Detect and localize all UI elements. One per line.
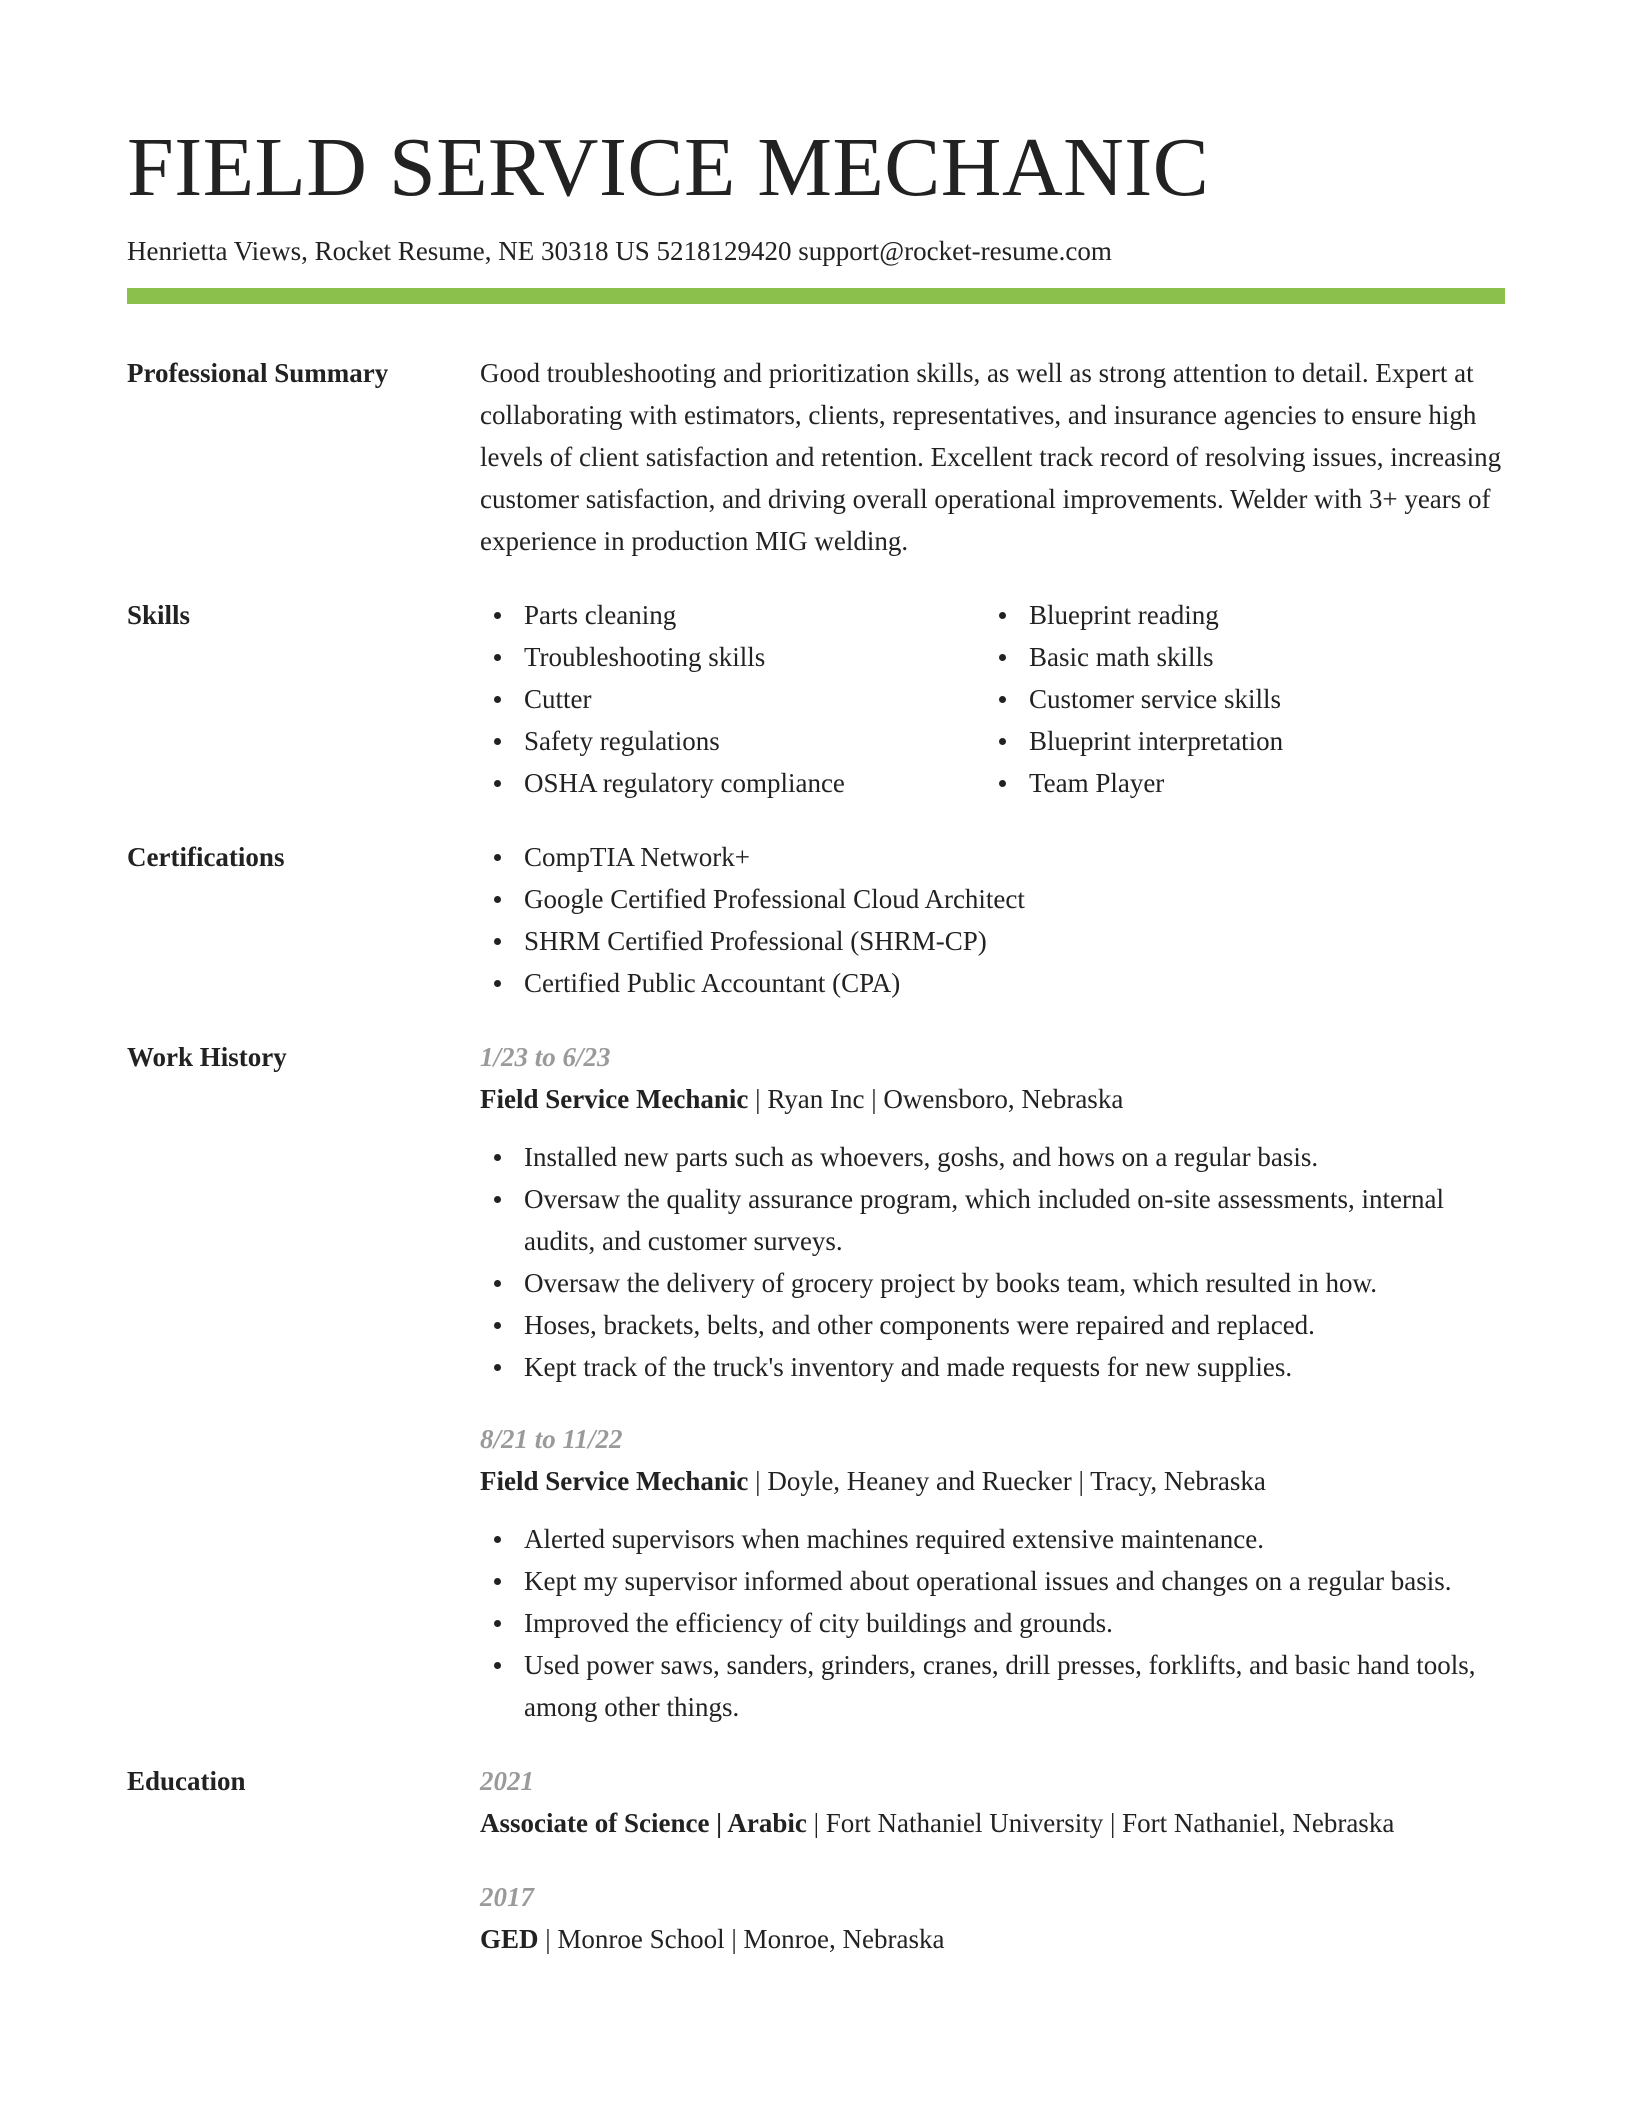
job-heading [480,1460,1505,1502]
education-entry [480,1876,1505,1960]
job-bullet: Hoses, brackets, belts, and other components were repaired and replaced. [480,1304,1505,1346]
job-heading [480,1078,1505,1120]
skills-list-left [480,594,985,804]
education-heading [480,1802,1505,1844]
job-dates: 8/21 to 11/22 [480,1424,623,1454]
certification-item: Google Certified Professional Cloud Architect [480,878,1505,920]
job-bullets [480,1136,1505,1388]
skills-label: Skills [127,600,191,630]
education-year: 2021 [480,1766,534,1796]
contact-line: Henrietta Views, Rocket Resume, NE 30318 US 5218129420 support@rocket-resume.com [127,236,1112,266]
education-year: 2017 [480,1882,534,1912]
education-details: | Monroe School | Monroe, Nebraska [538,1924,945,1954]
job-title: Field Service Mechanic [480,1084,749,1114]
skill-item: Parts cleaning [480,594,985,636]
certifications-body [480,836,1505,1004]
job-bullet: Used power saws, sanders, grinders, cranes, drill presses, forklifts, and basic hand tools, among other things. [480,1644,1505,1728]
job-bullet: Alerted supervisors when machines required extensive maintenance. [480,1518,1505,1560]
skill-item: OSHA regulatory compliance [480,762,985,804]
certification-item: CompTIA Network+ [480,836,1505,878]
job-bullet: Oversaw the delivery of grocery project by books team, which resulted in how. [480,1262,1505,1304]
summary-text: Good troubleshooting and prioritization skills, as well as strong attention to detail. Expert at collaborating with estimators, clients, representatives, and insurance agencies to ensure high levels of client satisfaction and retention. Excellent track record of resolving issues, increasing customer satisfaction, and driving overall operational improvements. Welder with 3+ years of experience in production MIG welding. [480,358,1502,556]
job-bullet: Installed new parts such as whoevers, goshs, and hows on a regular basis. [480,1136,1505,1178]
work-history-body [480,1036,1505,1728]
skills-list-right [985,594,1490,804]
job-bullet: Oversaw the quality assurance program, which included on-site assessments, internal audits, and customer surveys. [480,1178,1505,1262]
education-section [127,1760,1505,1960]
skill-item: Cutter [480,678,985,720]
education-degree: GED [480,1924,539,1954]
skill-item: Safety regulations [480,720,985,762]
job-bullet: Kept track of the truck's inventory and made requests for new supplies. [480,1346,1505,1388]
education-label: Education [127,1766,246,1796]
summary-section [127,352,1505,562]
skill-item: Team Player [985,762,1490,804]
work-history-section [127,1036,1505,1728]
job-bullet: Kept my supervisor informed about operational issues and changes on a regular basis. [480,1560,1505,1602]
job-details: | Doyle, Heaney and Ruecker | Tracy, Nebraska [748,1466,1266,1496]
job-bullet: Improved the efficiency of city buildings and grounds. [480,1602,1505,1644]
skill-item: Blueprint reading [985,594,1490,636]
certification-item: Certified Public Accountant (CPA) [480,962,1505,1004]
work-history-label: Work History [127,1042,287,1072]
certification-item: SHRM Certified Professional (SHRM-CP) [480,920,1505,962]
skill-item: Customer service skills [985,678,1490,720]
job-entry [480,1418,1505,1728]
certifications-list [480,836,1505,1004]
education-heading [480,1918,1505,1960]
accent-divider [127,288,1505,304]
resume-title: FIELD SERVICE MECHANIC [127,121,1210,214]
education-entry [480,1760,1505,1844]
job-details: | Ryan Inc | Owensboro, Nebraska [748,1084,1124,1114]
skill-item: Basic math skills [985,636,1490,678]
education-details: | Fort Nathaniel University | Fort Nathaniel, Nebraska [806,1808,1395,1838]
job-bullets [480,1518,1505,1728]
job-title: Field Service Mechanic [480,1466,749,1496]
education-degree: Associate of Science | Arabic [480,1808,807,1838]
skill-item: Troubleshooting skills [480,636,985,678]
summary-label: Professional Summary [127,358,389,388]
job-dates: 1/23 to 6/23 [480,1042,611,1072]
skills-grid [480,594,1505,804]
job-entry [480,1036,1505,1388]
certifications-section [127,836,1505,1004]
skill-item: Blueprint interpretation [985,720,1490,762]
certifications-label: Certifications [127,842,285,872]
skills-section [127,594,1505,804]
education-body [480,1760,1505,1960]
